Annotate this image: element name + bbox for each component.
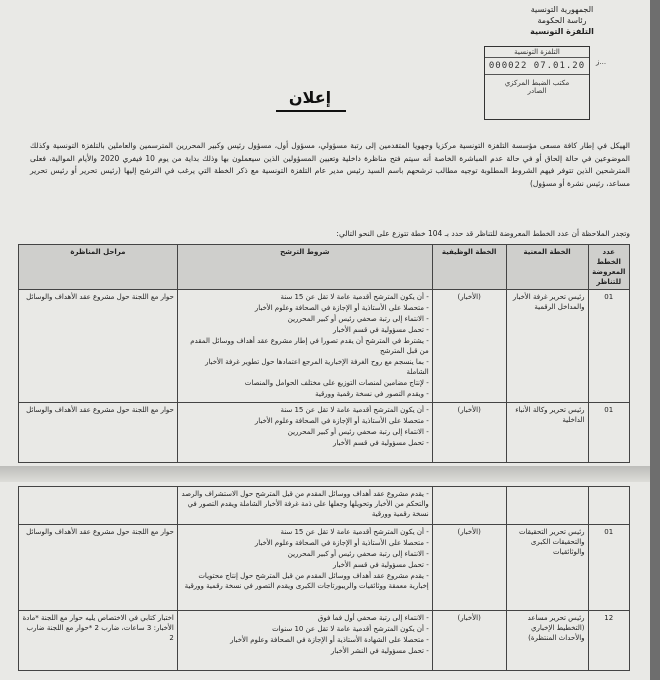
header-conditions: شروط الترشح	[177, 245, 432, 290]
stamp-office1: مكتب الضبط المركزي	[504, 79, 570, 87]
condition-item: - أن يكون المترشح أقدمية عامة لا تقل عن 10 سنوات	[272, 625, 429, 633]
announcement-title: إعلان	[288, 88, 332, 107]
row-position: رئيس تحرير مساعد (التخطيط الإخباري والأحداث المنتظرة)	[506, 611, 588, 671]
presidency-label: رئاسة الحكومة	[537, 16, 587, 25]
row-count: 12	[588, 611, 629, 671]
condition-item: - متحصلا على الأستاذية أو الإجازة في الصحافة وعلوم الأخبار	[254, 417, 429, 425]
stamp-number: 000022 07.01.20	[485, 58, 589, 75]
condition-item: - يقدم مشروع عقد أهداف ووسائل المقدم من قبل المترشح حول الاستشراف والرصد والتحكم من الأخبار وتحويلها وجعلها على ذمة غرفة الأخبار الشاملة ويقدم التصور في نسخة رقمية وورقية	[181, 490, 429, 518]
row-count: 01	[588, 403, 629, 463]
announcement-paragraph: الهيكل في إطار كافة مسعى مؤسسة التلفزة التونسية مركزيا وجهويا المتقدمين إلى رتبة مسؤولي، مسؤول أول، مسؤول رئيس وكبير المحررين المترسمين والعاملين بالتلفزة التونسية وكذلك الموضوعين في حالة إلحاق أو في حالة عدم المباشرة الخاصة أنه سيتم فتح مناظرة داخلية وتعيين المسؤولين الذين سيعملون بها وذلك بداية من يوم 10 فيفري 2020 والأيام الموالية، فعلى المترشحين الذين تتوفر فيهم الشروط المطلوبة توجيه مطالب ترشحهم باسم السيد رئيس مدير عام التلفزة التونسية مع ذكر الخطة التي يرغب في الترشح إليها (رئيس تحرير أو رئيس تحرير مساعد، رئيس نشرة أو مسؤول)	[30, 141, 630, 188]
letterhead	[482, 4, 642, 37]
table-header-row	[19, 245, 630, 290]
row-function: (الأخبار)	[432, 403, 506, 463]
row-position: رئيس تحرير وكالة الأنباء الداخلية	[506, 403, 588, 463]
row-conditions	[177, 403, 432, 463]
row-stage	[19, 487, 178, 525]
condition-item: - تحمل مسؤولية في قسم الأخبار	[332, 561, 429, 569]
page-fold	[0, 466, 650, 482]
header-stages: مراحل المناظرة	[19, 245, 178, 290]
condition-item: - أن يكون المترشح أقدمية عامة لا تقل عن 15 سنة	[280, 528, 429, 536]
row-stage: اختبار كتابي في الاختصاص يليه حوار مع اللجنة *مادة الأخبار: 3 ساعات، ضارب 2 *حوار مع اللجنة ضارب 2	[19, 611, 178, 671]
condition-item: - تحمل مسؤولية في النشر الأخبار	[330, 647, 429, 655]
row-count: 01	[588, 290, 629, 403]
row-function: (الأخبار)	[432, 290, 506, 403]
table-row	[19, 525, 630, 611]
table-row	[19, 403, 630, 463]
condition-item: - أن يكون المترشح أقدمية عامة لا تقل عن 15 سنة	[280, 293, 429, 301]
condition-item: - الانتماء إلى رتبة صحفي أول فما فوق	[317, 614, 429, 622]
row-conditions	[177, 487, 432, 525]
stamp-office2: الصادر	[527, 87, 547, 95]
condition-item: - متحصلا على الأستاذية أو الإجازة في الصحافة وعلوم الأخبار	[254, 539, 429, 547]
row-conditions	[177, 525, 432, 611]
condition-item: - يشترط في المترشح أن يقدم تصورا في إطار مشروع عقد أهداف ووسائل المقدم من قبل المترشح	[190, 337, 429, 355]
table-row	[19, 611, 630, 671]
republic-label: الجمهورية التونسية	[530, 5, 594, 14]
registry-stamp	[484, 46, 590, 120]
small-mark: ز...	[596, 58, 607, 66]
header-function: الخطة الوظيفية	[432, 245, 506, 290]
row-stage: حوار مع اللجنة حول مشروع عقد الأهداف والوسائل	[19, 290, 178, 403]
row-stage: حوار مع اللجنة حول مشروع عقد الأهداف والوسائل	[19, 525, 178, 611]
row-function: (الأخبار)	[432, 525, 506, 611]
row-position: رئيس تحرير غرفة الأخبار والمداخل الرقمية	[506, 290, 588, 403]
row-conditions	[177, 290, 432, 403]
row-count	[588, 487, 629, 525]
row-count: 01	[588, 525, 629, 611]
table-row	[19, 290, 630, 403]
header-count: عدد الخطط المعروضة للتناظر	[588, 245, 629, 290]
condition-item: - ويقدم التصور في نسخة رقمية وورقية	[315, 390, 429, 398]
condition-item: - الانتماء إلى رتبة صحفي رئيس أو كبير المحررين	[287, 550, 429, 558]
condition-item: - متحصلا على الشهادة الأستاذية أو الإجازة في الصحافة وعلوم الأخبار	[230, 636, 429, 644]
row-position	[506, 487, 588, 525]
condition-item: - لإنتاج مضامين لمنصات التوزيع على مختلف الحوامل والمنصات	[244, 379, 429, 387]
condition-item: - يقدم مشروع عقد أهداف ووسائل المقدم من قبل المترشح حول إنتاج محتويات إخبارية معمقة ووثائقيات والريبورتاجات الكبرى ويقدم التصور في نسخة رقمية وورقية	[184, 572, 429, 590]
stamp-org: التلفزة التونسية	[485, 47, 589, 58]
condition-item: - الانتماء إلى رتبة صحفي رئيس أو كبير المحررين	[287, 428, 429, 436]
condition-item: - متحصلا على الأستاذية أو الإجازة في الصحافة وعلوم الأخبار	[254, 304, 429, 312]
condition-item: - أن يكون المترشح أقدمية عامة لا تقل عن 15 سنة	[280, 406, 429, 414]
row-function: (الأخبار)	[432, 611, 506, 671]
header-position: الخطة المعنية	[506, 245, 588, 290]
row-stage: حوار مع اللجنة حول مشروع عقد الأهداف والوسائل	[19, 403, 178, 463]
condition-item: - بما ينسجم مع روح الغرفة الإخبارية المرجع اعتمادها حول تطوير غرفة الأخبار الشاملة	[205, 358, 429, 376]
condition-item: - تحمل مسؤولية في قسم الأخبار	[332, 326, 429, 334]
title-underline	[276, 110, 346, 112]
positions-table-part2	[18, 486, 630, 671]
condition-item: - الانتماء إلى رتبة صحفي رئيس أو كبير المحررين	[287, 315, 429, 323]
table-row	[19, 487, 630, 525]
row-position: رئيس تحرير التحقيقات والتحقيقات الكبرى والوثائقيات	[506, 525, 588, 611]
row-function	[432, 487, 506, 525]
condition-item: - تحمل مسؤولية في قسم الأخبار	[332, 439, 429, 447]
row-conditions	[177, 611, 432, 671]
positions-table-part1	[18, 244, 630, 463]
announcement-note: وتجدر الملاحظة أن عدد الخطط المعروضة للتناظر قد حدد بـ 104 خطة تتوزع على النحو التالي:	[336, 229, 630, 238]
org-label: التلفزة التونسية	[530, 27, 594, 36]
